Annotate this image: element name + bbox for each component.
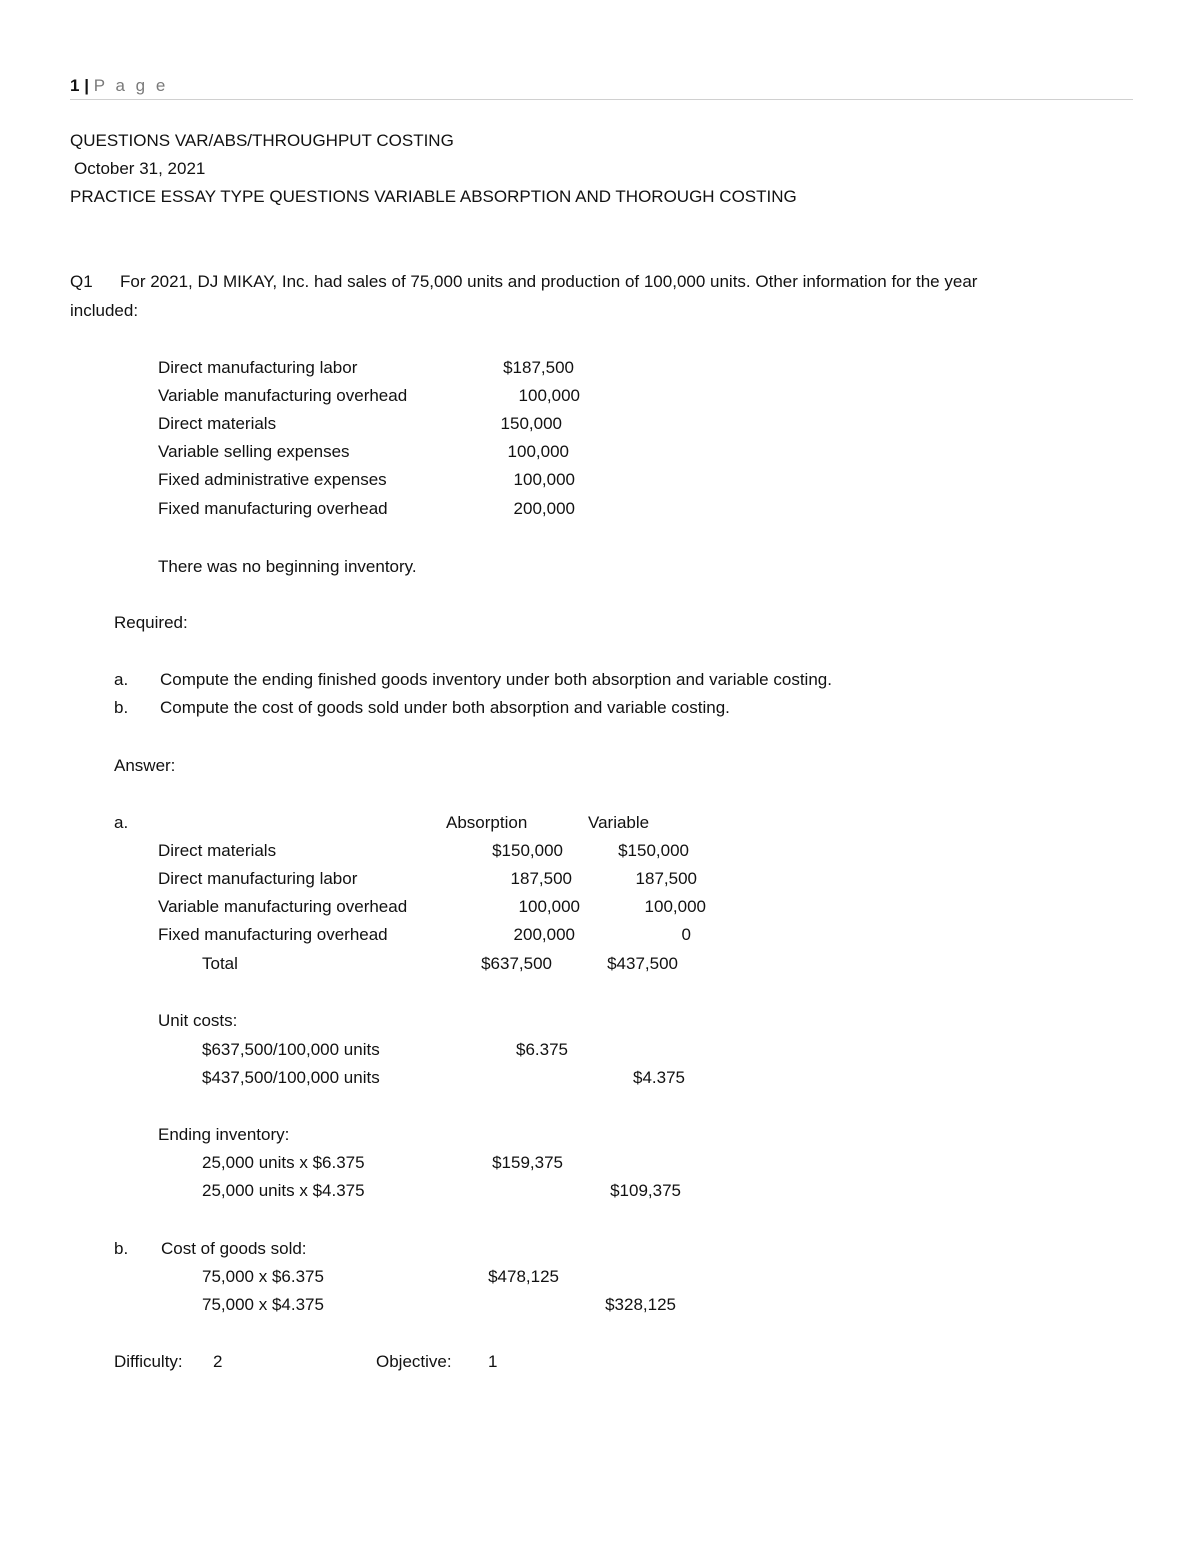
document-date: October 31, 2021 [74, 159, 206, 178]
ending-inventory-absorption-calc: 25,000 units x $6.375 [202, 1153, 365, 1172]
cost-row-label: Direct materials [158, 841, 277, 860]
unit-cost-variable-calc: $437,500/100,000 units [202, 1068, 380, 1087]
column-header-absorption: Absorption [446, 813, 528, 832]
cost-total-label: Total [202, 954, 238, 973]
info-value: 100,000 [513, 470, 575, 489]
cost-row-absorption: 200,000 [513, 925, 575, 944]
ending-inventory-variable-calc: 25,000 units x $4.375 [202, 1181, 365, 1200]
answer-part-b-letter: b. [114, 1239, 129, 1258]
ending-inventory-variable-value: $109,375 [610, 1181, 681, 1200]
unit-cost-variable-value: $4.375 [633, 1068, 685, 1087]
info-label: Fixed administrative expenses [158, 470, 387, 489]
answer-label: Answer: [114, 756, 176, 775]
info-value: 200,000 [513, 499, 575, 518]
info-value: 100,000 [518, 386, 580, 405]
info-label: Variable manufacturing overhead [158, 386, 408, 405]
page-header [70, 75, 168, 97]
required-text: Compute the ending finished goods inventory under both absorption and variable costing. [160, 670, 832, 689]
header-separator: | [84, 76, 89, 95]
unit-costs-label: Unit costs: [158, 1011, 238, 1030]
cost-row-variable: 0 [681, 925, 691, 944]
question-text-line2: included: [70, 301, 139, 320]
no-inventory-note: There was no beginning inventory. [158, 557, 417, 576]
info-value: 100,000 [507, 442, 569, 461]
objective-value: 1 [488, 1352, 498, 1371]
answer-part-a-letter: a. [114, 813, 129, 832]
ending-inventory-label: Ending inventory: [158, 1125, 290, 1144]
column-header-variable: Variable [588, 813, 650, 832]
difficulty-label: Difficulty: [114, 1352, 183, 1371]
info-label: Direct materials [158, 414, 277, 433]
info-label: Variable selling expenses [158, 442, 350, 461]
cost-row-variable: 187,500 [635, 869, 697, 888]
required-letter: a. [114, 670, 129, 689]
cost-row-label: Variable manufacturing overhead [158, 897, 408, 916]
objective-label: Objective: [376, 1352, 452, 1371]
cost-row-label: Fixed manufacturing overhead [158, 925, 388, 944]
question-text-line1: For 2021, DJ MIKAY, Inc. had sales of 75,000 units and production of 100,000 units. Other information for the year [120, 272, 978, 291]
cost-total-variable: $437,500 [607, 954, 678, 973]
cost-row-absorption: 187,500 [510, 869, 572, 888]
unit-cost-absorption-calc: $637,500/100,000 units [202, 1040, 380, 1059]
required-letter: b. [114, 698, 129, 717]
cogs-label: Cost of goods sold: [161, 1239, 307, 1258]
cogs-variable-calc: 75,000 x $4.375 [202, 1295, 324, 1314]
question-label: Q1 [70, 272, 93, 291]
info-label: Direct manufacturing labor [158, 358, 358, 377]
difficulty-value: 2 [213, 1352, 223, 1371]
cost-total-absorption: $637,500 [481, 954, 552, 973]
cost-row-absorption: 100,000 [518, 897, 580, 916]
required-label: Required: [114, 613, 188, 632]
cost-row-variable: $150,000 [618, 841, 689, 860]
document-subtitle: PRACTICE ESSAY TYPE QUESTIONS VARIABLE ABSORPTION AND THOROUGH COSTING [70, 187, 797, 206]
cost-row-absorption: $150,000 [492, 841, 563, 860]
cost-row-variable: 100,000 [644, 897, 706, 916]
ending-inventory-absorption-value: $159,375 [492, 1153, 563, 1172]
cogs-variable-value: $328,125 [605, 1295, 676, 1314]
header-divider [70, 99, 1133, 100]
info-label: Fixed manufacturing overhead [158, 499, 388, 518]
required-text: Compute the cost of goods sold under both absorption and variable costing. [160, 698, 730, 717]
info-value: $187,500 [503, 358, 574, 377]
cost-row-label: Direct manufacturing labor [158, 869, 358, 888]
unit-cost-absorption-value: $6.375 [516, 1040, 568, 1059]
cogs-absorption-value: $478,125 [488, 1267, 559, 1286]
page-word: P a g e [93, 76, 169, 95]
info-value: 150,000 [500, 414, 562, 433]
page-number: 1 [70, 76, 80, 95]
document-title: QUESTIONS VAR/ABS/THROUGHPUT COSTING [70, 131, 454, 150]
cogs-absorption-calc: 75,000 x $6.375 [202, 1267, 324, 1286]
